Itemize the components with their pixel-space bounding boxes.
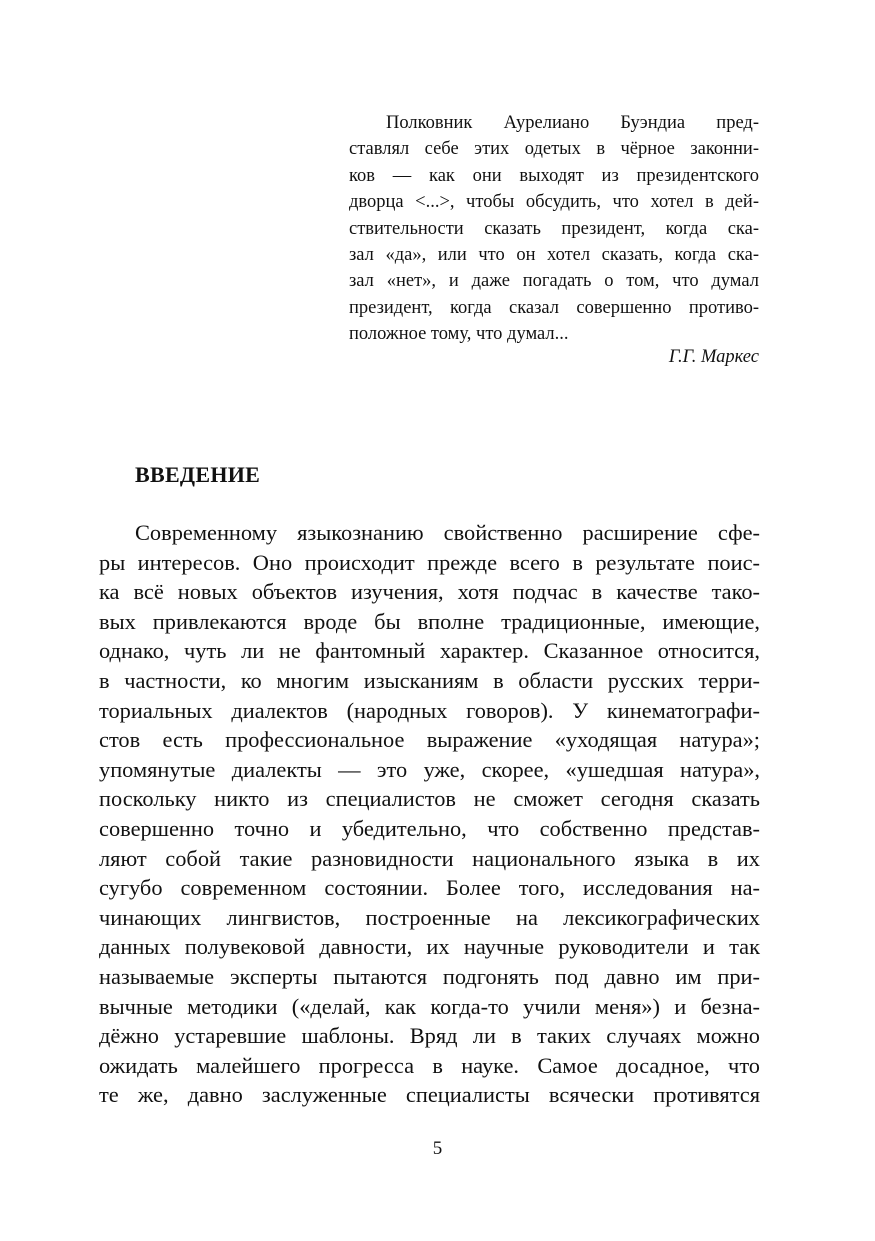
body-line: данных полувековой давности, их научные руководители и так — [99, 934, 760, 960]
epigraph-quote — [349, 110, 759, 348]
epigraph-line: дворца <...>, чтобы обсудить, что хотел в дей- — [349, 192, 759, 213]
body-line: чинающих лингвистов, построенные на лексикографических — [99, 904, 760, 930]
section-title: ВВЕДЕНИЕ — [135, 462, 261, 487]
body-line: ка всё новых объектов изучения, хотя подчас в качестве тако- — [99, 579, 760, 605]
body-line: вых привлекаются вроде бы вполне традиционные, имеющие, — [99, 608, 760, 634]
body-line: поскольку никто из специалистов не сможет сегодня сказать — [99, 786, 760, 812]
epigraph-line: ков — как они выходят из президентского — [349, 165, 759, 186]
body-line: ториальных диалектов (народных говоров). У кинематографи- — [99, 697, 760, 723]
body-line: вычные методики («делай, как когда-то учили меня») и безна- — [99, 993, 760, 1019]
epigraph-line: зал «да», или что он хотел сказать, когда ска- — [349, 244, 759, 265]
page-number: 5 — [432, 1138, 443, 1159]
body-line: совершенно точно и убедительно, что собственно представ- — [99, 815, 760, 841]
epigraph-line: положное тому, что думал... — [349, 324, 569, 345]
epigraph-line: зал «нет», и даже погадать о том, что думал — [349, 271, 759, 292]
body-line: Современному языкознанию свойственно расширение сфе- — [135, 520, 760, 545]
body-line: ожидать малейшего прогресса в науке. Самое досадное, что — [99, 1052, 760, 1078]
body-paragraph — [99, 518, 760, 1110]
epigraph-line: ставлял себе этих одетых в чёрное законни- — [349, 139, 759, 160]
epigraph-line: Полковник Аурелиано Буэндиа пред- — [386, 113, 759, 133]
body-line: ры интересов. Оно происходит прежде всего в результате поис- — [99, 549, 760, 575]
body-line: упомянутые диалекты — это уже, скорее, «ушедшая натура», — [99, 756, 760, 782]
epigraph-line: ствительности сказать президент, когда ска- — [349, 218, 759, 239]
body-line: стов есть профессиональное выражение «уходящая натура»; — [99, 727, 760, 753]
body-line: те же, давно заслуженные специалисты всячески противятся — [99, 1082, 760, 1108]
epigraph-line: президент, когда сказал совершенно противо- — [349, 297, 759, 318]
body-line: однако, чуть ли не фантомный характер. Сказанное относится, — [99, 638, 760, 664]
body-line: сугубо современном состоянии. Более того, исследования на- — [99, 875, 760, 901]
body-line: ляют собой такие разновидности национального языка в их — [99, 845, 760, 871]
epigraph-author: Г.Г. Маркес — [668, 347, 759, 367]
body-line: называемые эксперты пытаются подгонять под давно им при- — [99, 963, 760, 989]
body-line: дёжно устаревшие шаблоны. Вряд ли в таких случаях можно — [99, 1023, 760, 1049]
body-line: в частности, ко многим изысканиям в области русских терри- — [99, 667, 760, 693]
